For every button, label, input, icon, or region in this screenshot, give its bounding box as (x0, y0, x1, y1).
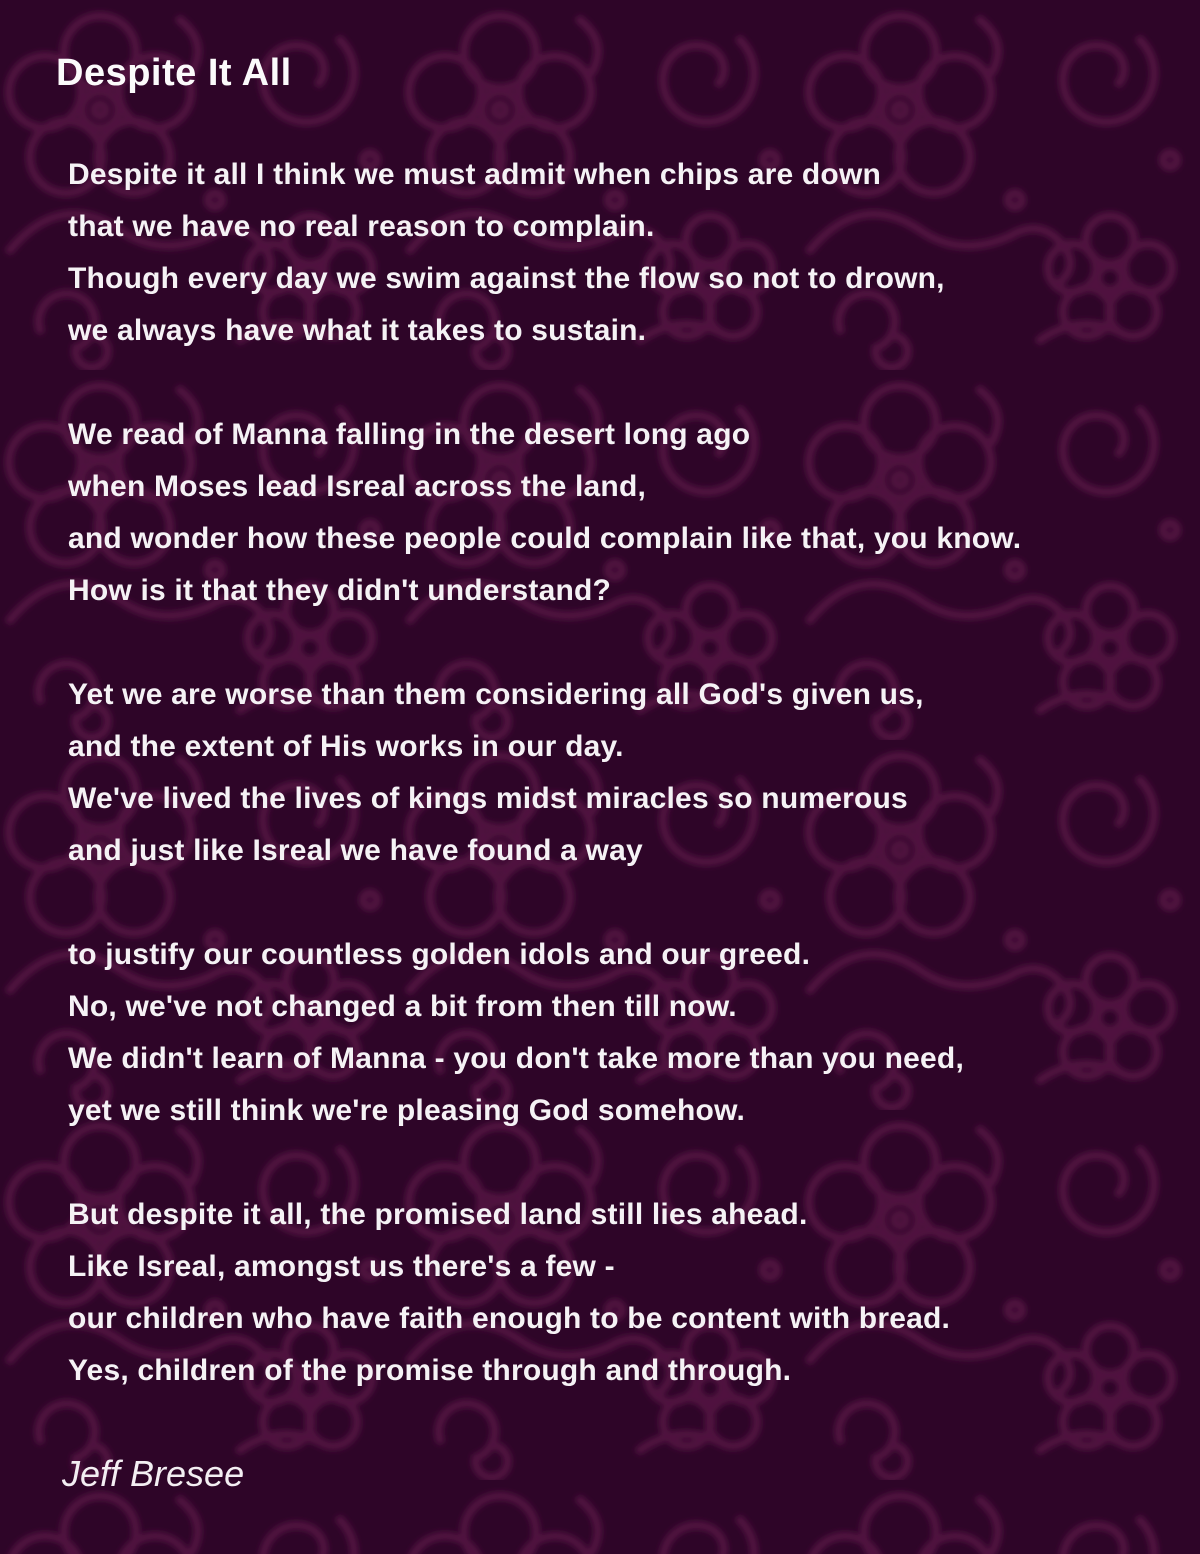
stanza-1 (68, 149, 1160, 357)
poem-line: Like Isreal, amongst us there's a few - (68, 1250, 615, 1283)
stanza-4 (68, 929, 1160, 1137)
stanza-2 (68, 409, 1160, 617)
poem-line: We didn't learn of Manna - you don't take more than you need, (68, 1042, 964, 1075)
poem-line: yet we still think we're pleasing God somehow. (68, 1094, 746, 1127)
poem-line: Though every day we swim against the flow so not to drown, (68, 262, 945, 295)
stanza-5 (68, 1189, 1160, 1397)
poem-line: to justify our countless golden idols and our greed. (68, 938, 811, 971)
poem-line: when Moses lead Isreal across the land, (68, 470, 647, 503)
poem-line: and wonder how these people could complain like that, you know. (68, 522, 1022, 555)
poem-line: How is it that they didn't understand? (68, 574, 612, 607)
poem-line: that we have no real reason to complain. (68, 210, 655, 243)
poem-title: Despite It All (56, 52, 292, 94)
poem-line: Despite it all I think we must admit when chips are down (68, 158, 882, 191)
poem-author-signature: Jeff Bresee (62, 1453, 245, 1494)
poem-line: we always have what it takes to sustain. (68, 314, 647, 347)
poem-line: Yet we are worse than them considering all God's given us, (68, 678, 924, 711)
poem-line: and the extent of His works in our day. (68, 730, 624, 763)
poem-line: We've lived the lives of kings midst miracles so numerous (68, 782, 908, 815)
poem-line: We read of Manna falling in the desert long ago (68, 418, 751, 451)
poem-line: No, we've not changed a bit from then till now. (68, 990, 737, 1023)
poem-line: our children who have faith enough to be content with bread. (68, 1302, 951, 1335)
stanza-3 (68, 669, 1160, 877)
poem-line: and just like Isreal we have found a way (68, 834, 643, 867)
poem-line: But despite it all, the promised land still lies ahead. (68, 1198, 808, 1231)
poem-line: Yes, children of the promise through and through. (68, 1354, 792, 1387)
